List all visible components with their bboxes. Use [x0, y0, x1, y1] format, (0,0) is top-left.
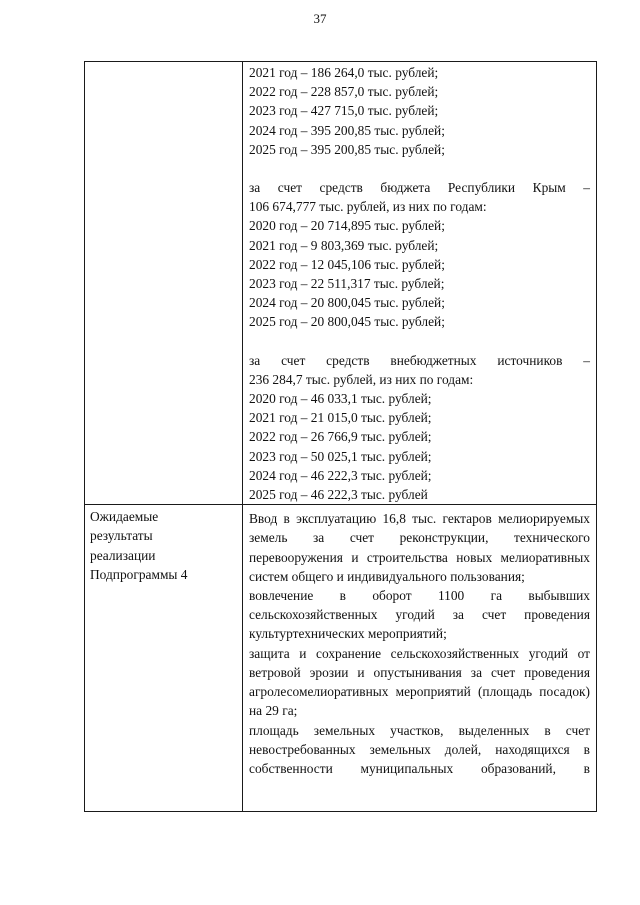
- result-paragraph-reclamation: Ввод в эксплуатацию 16,8 тыс. гектаров мелиорируемых земель за счет реконструкции, технического перевооружения и строительства новых мелиоративных систем общего и индивидуального пользования;: [249, 511, 590, 584]
- result-paragraph-farmland-return: вовлечение в оборот 1100 га выбывших сельскохозяйственных угодий за счет проведения культуртехнических мероприятий;: [249, 588, 590, 642]
- extrabudget-2024-line: 2024 год – 46 222,3 тыс. рублей;: [249, 467, 432, 483]
- extrabudget-2023-line: 2023 год – 50 025,1 тыс. рублей;: [249, 448, 432, 464]
- result-paragraph-erosion-protection: защита и сохранение сельскохозяйственных угодий от ветровой эрозии и опустынивания за счет проведения агролесомелиоративных мероприятий (площадь посадок) на 29 га;: [249, 645, 590, 719]
- spacer: [249, 159, 590, 178]
- crimea-2020-line: 2020 год – 20 714,895 тыс. рублей;: [249, 218, 445, 234]
- extrabudget-2022-line: 2022 год – 26 766,9 тыс. рублей;: [249, 429, 432, 445]
- extrabudget-2020-line: 2020 год – 46 033,1 тыс. рублей;: [249, 391, 432, 407]
- expected-results-label-line: Ожидаемые: [90, 509, 159, 525]
- expected-results-content-cell: [243, 505, 597, 812]
- crimea-2025-line: 2025 год – 20 800,045 тыс. рублей;: [249, 314, 445, 330]
- result-paragraph-land-plots: площадь земельных участков, выделенных в счет невостребованных земельных долей, находящихся в собственности муниципальных образований, в: [249, 722, 590, 776]
- page-number: 37: [313, 11, 327, 26]
- federal-2023-line: 2023 год – 427 715,0 тыс. рублей;: [249, 103, 439, 119]
- spacer: [249, 332, 590, 351]
- crimea-2021-line: 2021 год – 9 803,369 тыс. рублей;: [249, 237, 439, 253]
- federal-2024-line: 2024 год – 395 200,85 тыс. рублей;: [249, 122, 445, 138]
- table-row: [85, 62, 597, 505]
- crimea-2022-line: 2022 год – 12 045,106 тыс. рублей;: [249, 256, 445, 272]
- program-table: [84, 61, 597, 812]
- crimea-budget-intro: за счет средств бюджета Республики Крым –: [249, 180, 590, 196]
- crimea-2024-line: 2024 год – 20 800,045 тыс. рублей;: [249, 295, 445, 311]
- expected-results-heading-cell: [85, 505, 243, 812]
- federal-2021-line: 2021 год – 186 264,0 тыс. рублей;: [249, 65, 439, 80]
- expected-results-label-line: результаты: [90, 528, 153, 544]
- extrabudget-2025-line: 2025 год – 46 222,3 тыс. рублей: [249, 487, 428, 503]
- expected-results-label-line: реализации: [90, 547, 156, 563]
- federal-2022-line: 2022 год – 228 857,0 тыс. рублей;: [249, 84, 439, 100]
- crimea-budget-total: 106 674,777 тыс. рублей, из них по годам:: [249, 199, 487, 215]
- extrabudget-2021-line: 2021 год – 21 015,0 тыс. рублей;: [249, 410, 432, 426]
- expected-results-label-line: Подпрограммы 4: [90, 566, 188, 582]
- row1-right-cell: [243, 62, 597, 505]
- table-row: [85, 505, 597, 812]
- federal-2025-line: 2025 год – 395 200,85 тыс. рублей;: [249, 141, 445, 157]
- row1-left-cell: [85, 62, 243, 505]
- crimea-2023-line: 2023 год – 22 511,317 тыс. рублей;: [249, 276, 445, 292]
- extrabudget-intro: за счет средств внебюджетных источников –: [249, 352, 590, 368]
- extrabudget-total: 236 284,7 тыс. рублей, из них по годам:: [249, 371, 474, 387]
